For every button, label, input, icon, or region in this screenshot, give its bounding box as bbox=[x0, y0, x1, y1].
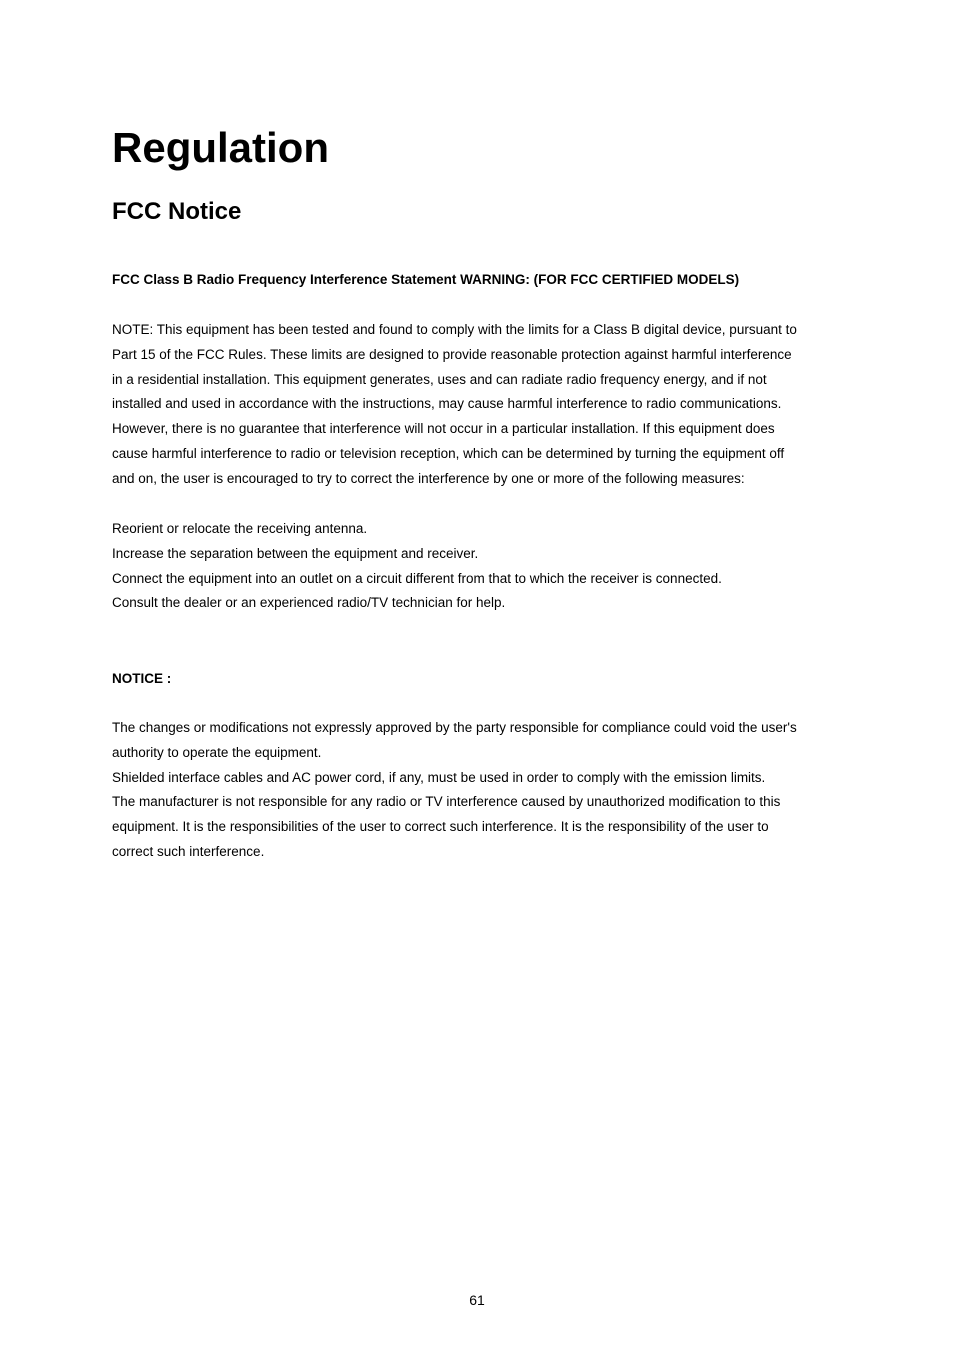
note-line: in a residential installation. This equipment generates, uses and can radiate radio frequency energy, and if not bbox=[112, 371, 767, 387]
notice-line: authority to operate the equipment. bbox=[112, 744, 322, 760]
warning-heading: FCC Class B Radio Frequency Interference Statement WARNING: (FOR FCC CERTIFIED MODELS) bbox=[112, 272, 740, 287]
note-line: Part 15 of the FCC Rules. These limits are designed to provide reasonable protection against harmful interference bbox=[112, 346, 792, 362]
notice-line: The manufacturer is not responsible for any radio or TV interference caused by unauthorized modification to this bbox=[112, 794, 781, 810]
measure-item: Consult the dealer or an experienced radio/TV technician for help. bbox=[112, 595, 506, 611]
note-paragraph bbox=[112, 318, 850, 492]
note-line: NOTE: This equipment has been tested and found to comply with the limits for a Class B digital device, pursuant to bbox=[112, 322, 797, 337]
notice-paragraph bbox=[112, 716, 850, 865]
notice-line: equipment. It is the responsibilities of the user to correct such interference. It is the responsibility of the user to bbox=[112, 819, 769, 835]
notice-line: correct such interference. bbox=[112, 843, 265, 859]
note-line: cause harmful interference to radio or television reception, which can be determined by turning the equipment off bbox=[112, 445, 785, 461]
page-number: 61 bbox=[469, 1292, 485, 1308]
measure-item: Connect the equipment into an outlet on a circuit different from that to which the receiver is connected. bbox=[112, 570, 722, 586]
notice-line: Shielded interface cables and AC power cord, if any, must be used in order to comply with the emission limits. bbox=[112, 769, 766, 785]
notice-line: The changes or modifications not expressly approved by the party responsible for compliance could void the user's bbox=[112, 720, 797, 735]
note-line: installed and used in accordance with the instructions, may cause harmful interference to radio communications. bbox=[112, 396, 782, 412]
measures-list bbox=[112, 517, 850, 616]
notice-heading: NOTICE : bbox=[112, 671, 172, 686]
measure-item: Reorient or relocate the receiving antenna. bbox=[112, 521, 368, 536]
note-line: and on, the user is encouraged to try to correct the interference by one or more of the following measures: bbox=[112, 470, 745, 486]
note-line: However, there is no guarantee that interference will not occur in a particular installation. If this equipment does bbox=[112, 421, 775, 437]
measure-item: Increase the separation between the equipment and receiver. bbox=[112, 545, 479, 561]
page-title: Regulation bbox=[112, 124, 329, 171]
section-heading-fcc-notice: FCC Notice bbox=[112, 198, 242, 225]
